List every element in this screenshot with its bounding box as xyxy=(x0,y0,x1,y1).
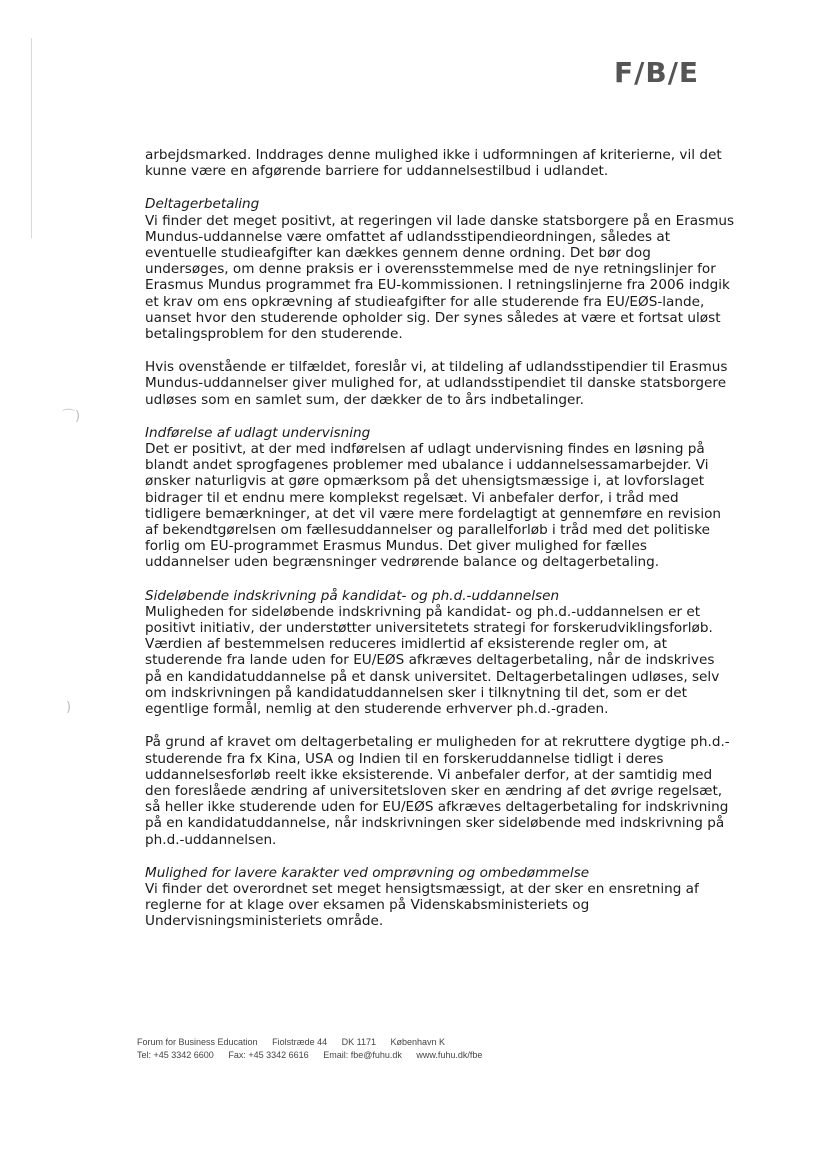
fbe-logo: F/B/E xyxy=(614,56,700,89)
section-lavere-karakter xyxy=(145,865,735,930)
footer-address-line xyxy=(137,1036,494,1049)
footer-tel: Tel: +45 3342 6600 xyxy=(137,1050,214,1060)
letter-body xyxy=(145,147,735,947)
footer-org: Forum for Business Education xyxy=(137,1037,258,1047)
section-udlagt-undervisning xyxy=(145,425,735,571)
section-deltagerbetaling xyxy=(145,196,735,407)
footer-fax: Fax: +45 3342 6616 xyxy=(228,1050,309,1060)
intro-paragraph: arbejdsmarked. Inddrages denne mulighed ikke i udformningen af kriterierne, vil det kunne være en afgørende barriere for uddannelsestilbud i udlandet. xyxy=(145,147,722,180)
footer-postal: DK 1171 xyxy=(341,1037,376,1047)
section-heading: Sideløbende indskrivning på kandidat- og ph.d.-uddannelsen xyxy=(145,587,560,604)
page-footer xyxy=(137,1036,494,1062)
section-heading: Mulighed for lavere karakter ved omprøvning og ombedømmelse xyxy=(145,864,590,881)
footer-email: Email: fbe@fuhu.dk xyxy=(323,1050,402,1060)
section-paragraph: Det er positivt, at der med indførelsen af udlagt undervisning findes en løsning på blandt andet sprogfagenes problemer med ubalance i uddannelsessamarbejder. Vi ønsker naturligvis at gøre opmærksom på det uhensigtsmæssige i, at lovforslaget bidrager til et endnu mere komplekst regelsæt. Vi anbefaler derfor, i tråd med tidligere bemærkninger, at det vil være mere fordelagtigt at gennemføre en revision af bekendtgørelsen om fællesuddannelser og parallelforløb i tråd med det politiske forlig om EU-programmet Erasmus Mundus. Det giver mulighed for fælles uddannelser uden begrænsninger vedrørende balance og deltagerbetaling. xyxy=(145,441,722,571)
section-sidelobende-indskrivning xyxy=(145,588,735,848)
scan-artifact-mark: ⌒) xyxy=(62,409,81,424)
footer-contact-line xyxy=(137,1049,494,1062)
scan-artifact-mark: ) xyxy=(66,700,72,715)
section-paragraph: Muligheden for sideløbende indskrivning på kandidat- og ph.d.-uddannelsen er et positivt initiativ, der understøtter universitetets strategi for forskerudviklingsforløb. Værdien af bestemmelsen reduceres imidlertid af eksisterende regler om, at studerende fra lande uden for EU/EØS afkræves deltagerbetaling, når de indskrives på en kandidatuddannelse på et dansk universitet. Deltagerbetalingen udløses, selv om indskrivningen på kandidatuddannelsen sker i tilknytning til det, som er det egentlige formål, nemlig at den studerende erhverver ph.d.-graden. xyxy=(145,603,720,718)
section-paragraph: På grund af kravet om deltagerbetaling er muligheden for at rekruttere dygtige ph.d.-studerende fra fx Kina, USA og Indien til en forskeruddannelse tidligt i deres uddannelsesforløb reelt ikke eksisterende. Vi anbefaler derfor, at der samtidig med den foreslåede ændring af universitetsloven sker en ændring af det øvrige regelsæt, så heller ikke studerende uden for EU/EØS afkræves deltagerbetaling for indskrivning på en kandidatuddannelse, når indskrivningen sker sideløbende med indskrivning på ph.d.-uddannelsen. xyxy=(145,734,730,848)
section-heading: Indførelse af udlagt undervisning xyxy=(145,424,371,441)
footer-city: København K xyxy=(390,1037,446,1047)
scan-margin-line xyxy=(31,38,32,238)
section-paragraph: Vi finder det meget positivt, at regeringen vil lade danske statsborgere på en Erasmus Mundus-uddannelse være omfattet af udlandsstipendieordningen, således at eventuelle studieafgifter kan dækkes gennem denne ordning. Det bør dog undersøges, om denne praksis er i overensstemmelse med de nye retningslinjer for Erasmus Mundus programmet fra EU-kommissionen. I retningslinjerne fra 2006 indgik et krav om ens opkrævning af studieafgifter for alle studerende fra EU/EØS-lande, uanset hvor den studerende opholder sig. Der synes således at være et fortsat uløst betalingsproblem for den studerende. xyxy=(145,212,735,343)
footer-web: www.fuhu.dk/fbe xyxy=(416,1050,483,1060)
footer-street: Fiolstræde 44 xyxy=(272,1037,328,1047)
section-paragraph: Vi finder det overordnet set meget hensigtsmæssigt, at der sker en ensretning af reglerne for at klage over eksamen på Videnskabsministeriets og Undervisningsministeriets område. xyxy=(145,880,699,930)
section-paragraph: Hvis ovenstående er tilfældet, foreslår vi, at tildeling af udlandsstipendier til Erasmus Mundus-uddannelser giver mulighed for, at udlandsstipendiet til danske statsborgere udløses som en samlet sum, der dækker de to års indbetalinger. xyxy=(145,359,728,408)
section-heading: Deltagerbetaling xyxy=(145,196,260,213)
